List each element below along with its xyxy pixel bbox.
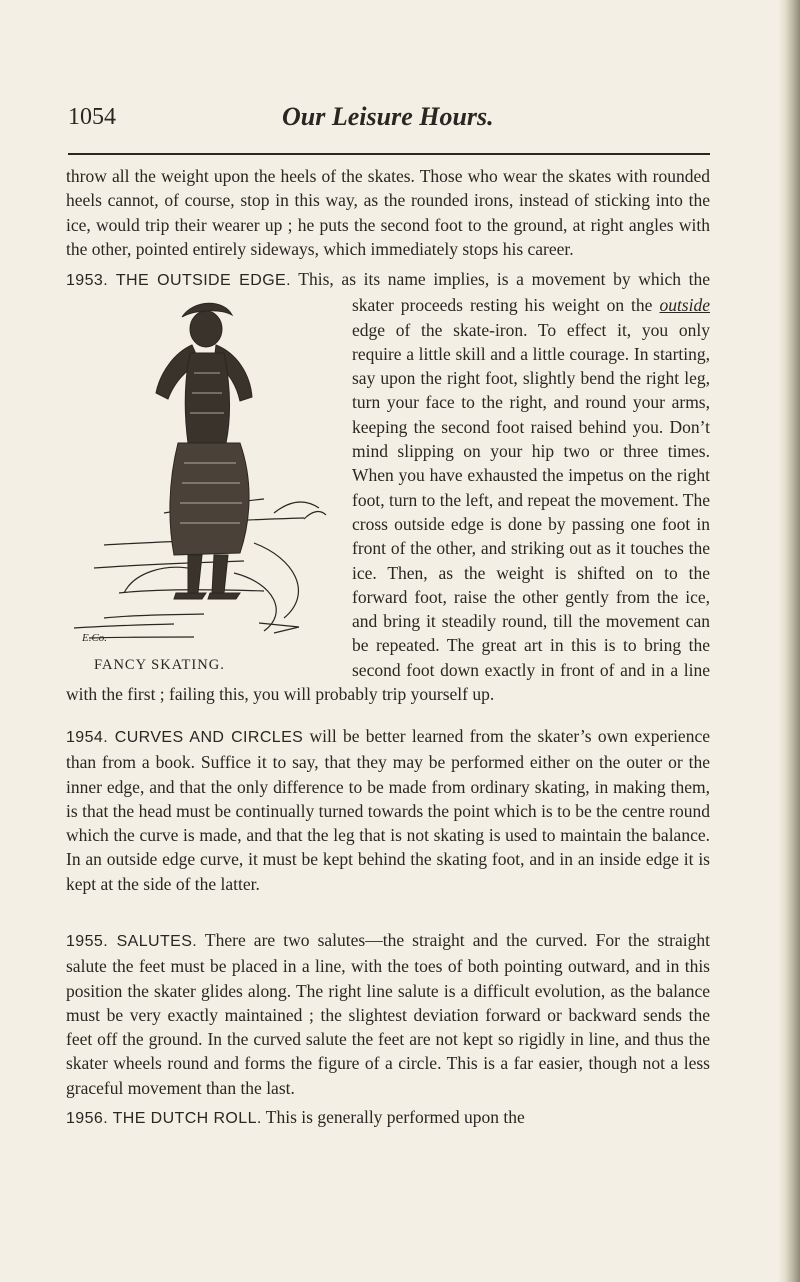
paragraph-text: This is generally performed upon the (261, 1107, 525, 1127)
emphasis-outside: outside (659, 295, 710, 316)
page-binding-edge (778, 0, 800, 1282)
header-rule (68, 153, 710, 155)
paragraph-text: This, as its name implies, is a movement by which the skater proceeds resting his weight on the (290, 269, 710, 316)
running-header (68, 100, 710, 140)
running-title: Our Leisure Hours. (282, 102, 494, 131)
paragraph-continuation (66, 164, 710, 261)
fancy-skating-illustration (64, 293, 346, 674)
skater-drawing (64, 293, 346, 670)
paragraph-text: edge of the skate-iron. To effect it, you only require a little skill and a little courage. In starting, say upon the right foot, slightly bend the right leg, turn your face to the right, and round your arms, keeping the second foot raised behind you. Don’t mind slipping on your hip two or three times. When you have exhausted the impetus on the right foot, turn to the left, and repeat the movement. The cross outside edge is done by passing one foot in front of the other, and striking out as it touches the ice. Then, as the weight is shifted on to the forward foot, raise the other gently from the ice, and bring it steadily round, till the movement can be repeated. The great art in this is to bring the second foot down exactly in front of and in a line with the first ; failing this, you will probably trip yourself up. (66, 319, 710, 705)
section-heading-salutes: 1955. SALUTES. (66, 933, 198, 950)
figure-caption: FANCY SKATING. (94, 657, 225, 674)
paragraph-outside-edge (66, 267, 710, 706)
page-number: 1054 (68, 104, 116, 130)
paragraph-text: throw all the weight upon the heels of the skates. Those who wear the skates with rounded heels cannot, of course, stop in this way, as the rounded irons, instead of sticking into the ice, would trip their wearer up ; he puts the second foot to the ground, at right angles with the other, pointed entirely sideways, which immediately stops his career. (66, 166, 710, 259)
section-heading-curves-circles: 1954. CURVES AND CIRCLES (66, 729, 304, 746)
paragraph-text: will be better learned from the skater’s own experience than from a book. Suffice it to say, that they may be performed either on the outer or the inner edge, and that the only difference to be made from ordinary skating, in making them, is that the head must be continually turned towards the point which is to be the centre round which the curve is made, and that the leg that is not skating is used to maintain the balance. In an outside edge curve, it must be kept behind the skating foot, and in an inside edge it is kept at the side of the latter. (66, 726, 710, 894)
paragraph-text: There are two salutes—the straight and the curved. For the straight salute the feet must be placed in a line, with the toes of both pointing outward, and in this position the skater glides along. The right line salute is a difficult evolution, as the balance must be very exactly maintained ; the slightest deviation forward or backward sends the feet off the ground. In the curved salute the feet are not kept so rigidly in line, and thus the skater wheels round and forms the figure of a circle. This is a far easier, though not a less graceful movement than the last. (66, 930, 710, 1098)
artist-signature: E.Co. (82, 632, 108, 645)
paragraph-curves-circles (66, 724, 710, 896)
section-heading-dutch-roll: 1956. THE DUTCH ROLL. (66, 1110, 262, 1127)
section-heading-outside-edge: 1953. THE OUTSIDE EDGE. (66, 272, 291, 289)
paragraph-dutch-roll (66, 1105, 710, 1131)
paragraph-salutes (66, 928, 710, 1100)
